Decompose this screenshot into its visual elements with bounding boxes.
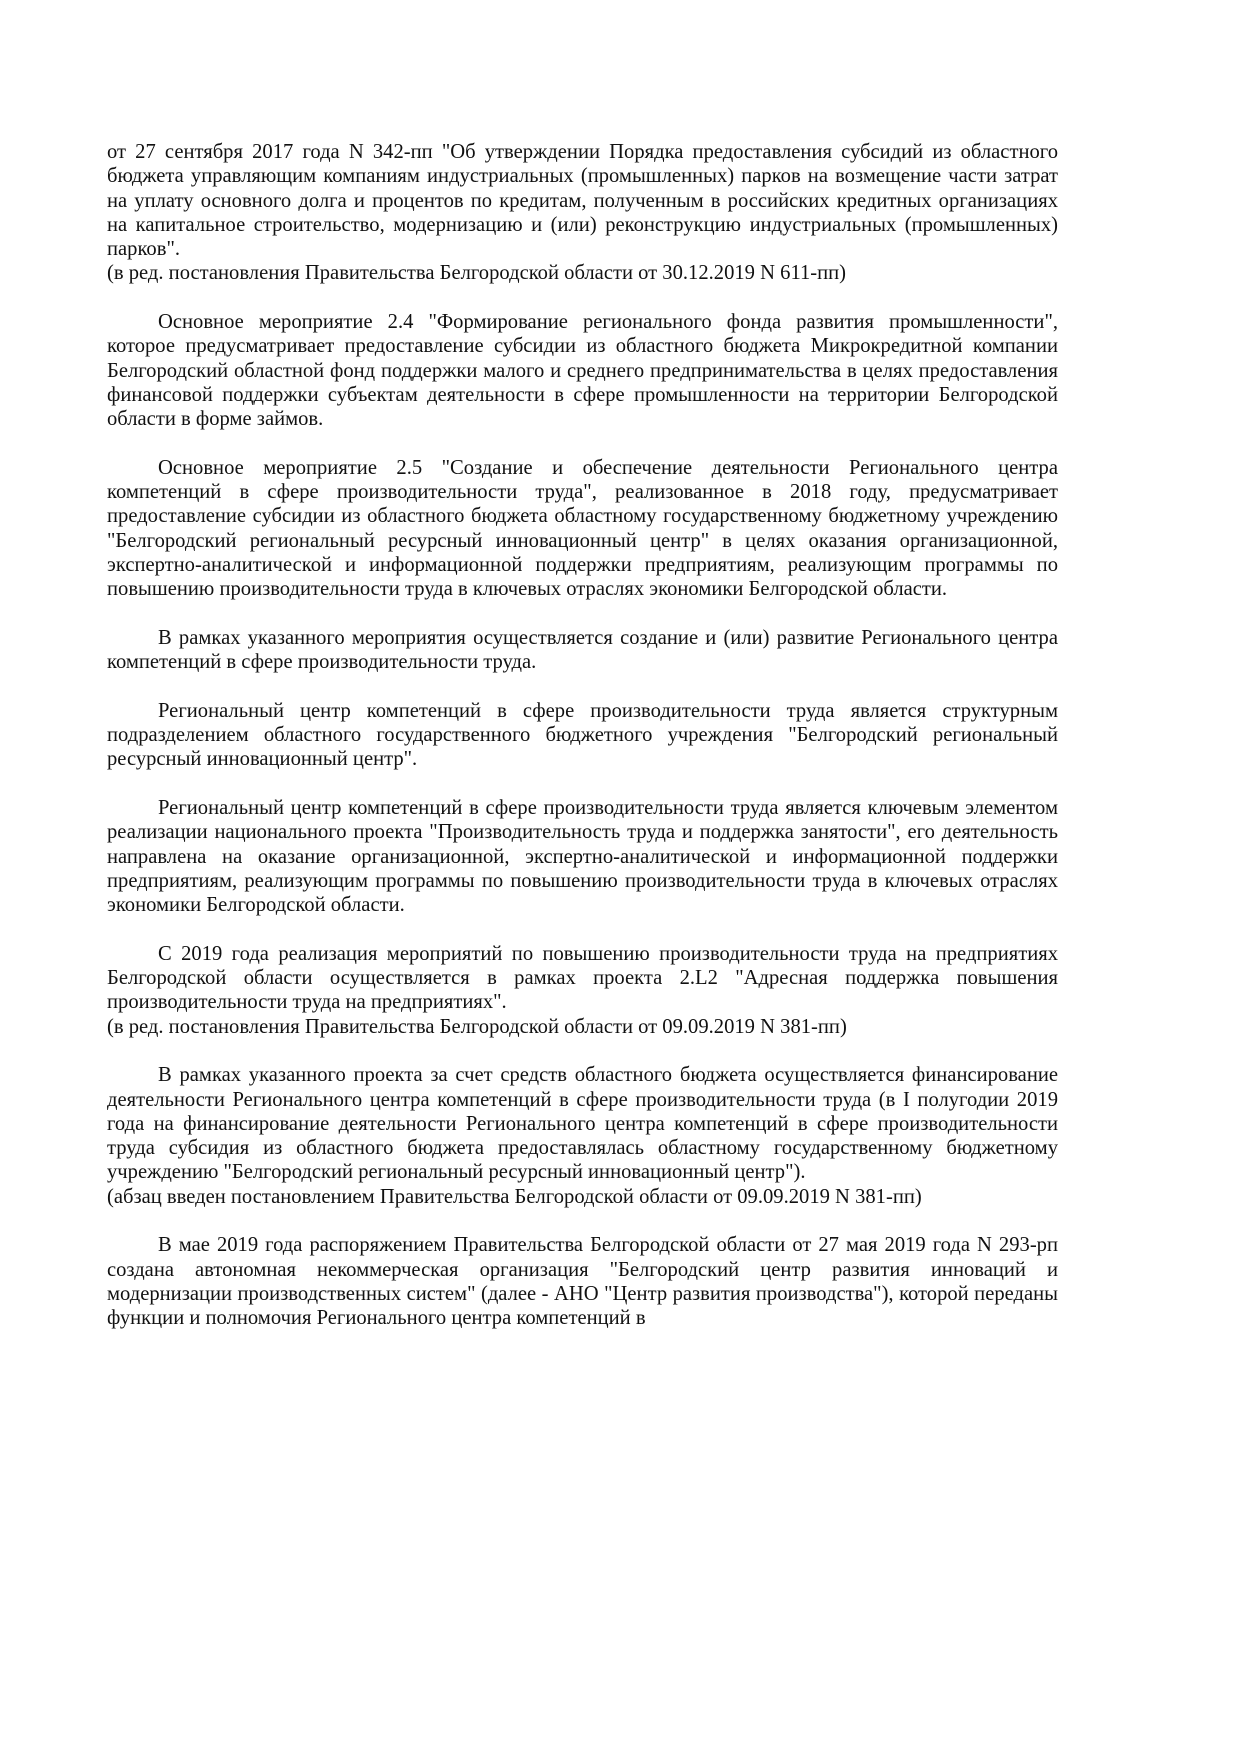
paragraph-project-2-l2: С 2019 года реализация мероприятий по повышению производительности труда на предприятиях Белгородской области осуществляется в рамках проекта 2.L2 "Адресная поддержка повышения производительности труда на предприятиях".	[107, 942, 1058, 1014]
paragraph-ano-creation: В мае 2019 года распоряжением Правительства Белгородской области от 27 мая 2019 года N 293-рп создана автономная некоммерческая организация "Белгородский центр развития инноваций и модернизации производственных систем" (далее - АНО "Центр развития производства"), которой переданы функции и полномочия Регионального центра компетенций в	[107, 1234, 1058, 1330]
paragraph-competence-center-key-element: Региональный центр компетенций в сфере производительности труда является ключевым элементом реализации национального проекта "Производительность труда и поддержка занятости", его деятельность направлена на оказание организационной, экспертно-аналитической и информационной поддержки предприятиям, реализующим программы по повышению производительности труда в ключевых отраслях экономики Белгородской области.	[107, 797, 1058, 917]
paragraph-measure-2-5: Основное мероприятие 2.5 "Создание и обеспечение деятельности Регионального центра компетенций в сфере производительности труда", реализованное в 2018 году, предусматривает предоставление субсидии из областного бюджета областному государственному бюджетному учреждению "Белгородский региональный ресурсный инновационный центр" в целях оказания организационной, экспертно-аналитической и информационной поддержки предприятиям, реализующим программы по повышению производительности труда в ключевых отраслях экономики Белгородской области.	[107, 456, 1058, 601]
document-page	[107, 140, 1058, 1355]
paragraph-measure-2-4: Основное мероприятие 2.4 "Формирование регионального фонда развития промышленности", которое предусматривает предоставление субсидии из областного бюджета Микрокредитной компании Белгородский областной фонд поддержки малого и среднего предпринимательства в целях предоставления финансовой поддержки субъектам деятельности в сфере промышленности на территории Белгородской области в форме займов.	[107, 311, 1058, 431]
paragraph-project-financing: В рамках указанного проекта за счет средств областного бюджета осуществляется финансирование деятельности Регионального центра компетенций в сфере производительности труда (в I полугодии 2019 года на финансирование деятельности Регионального центра компетенций в сфере производительности труда субсидия из областного бюджета предоставлялась областному государственному бюджетному учреждению "Белгородский региональный ресурсный инновационный центр").	[107, 1064, 1058, 1184]
paragraph-resolution-342pp: от 27 сентября 2017 года N 342-пп "Об утверждении Порядка предоставления субсидий из областного бюджета управляющим компаниям индустриальных (промышленных) парков на возмещение части затрат на уплату основного долга и процентов по кредитам, полученным в российских кредитных организациях на капитальное строительство, модернизацию и (или) реконструкцию индустриальных (промышленных) парков".	[107, 141, 1058, 261]
amendment-note-611pp: (в ред. постановления Правительства Белгородской области от 30.12.2019 N 611-пп)	[107, 262, 847, 285]
amendment-note-paragraph-added-381pp: (абзац введен постановлением Правительства Белгородской области от 09.09.2019 N 381-пп)	[107, 1185, 922, 1208]
paragraph-competence-center-structure: Региональный центр компетенций в сфере производительности труда является структурным подразделением областного государственного бюджетного учреждения "Белгородский региональный ресурсный инновационный центр".	[107, 699, 1058, 771]
paragraph-competence-center-development: В рамках указанного мероприятия осуществляется создание и (или) развитие Регионального центра компетенций в сфере производительности труда.	[107, 626, 1058, 674]
amendment-note-381pp: (в ред. постановления Правительства Белгородской области от 09.09.2019 N 381-пп)	[107, 1015, 847, 1038]
